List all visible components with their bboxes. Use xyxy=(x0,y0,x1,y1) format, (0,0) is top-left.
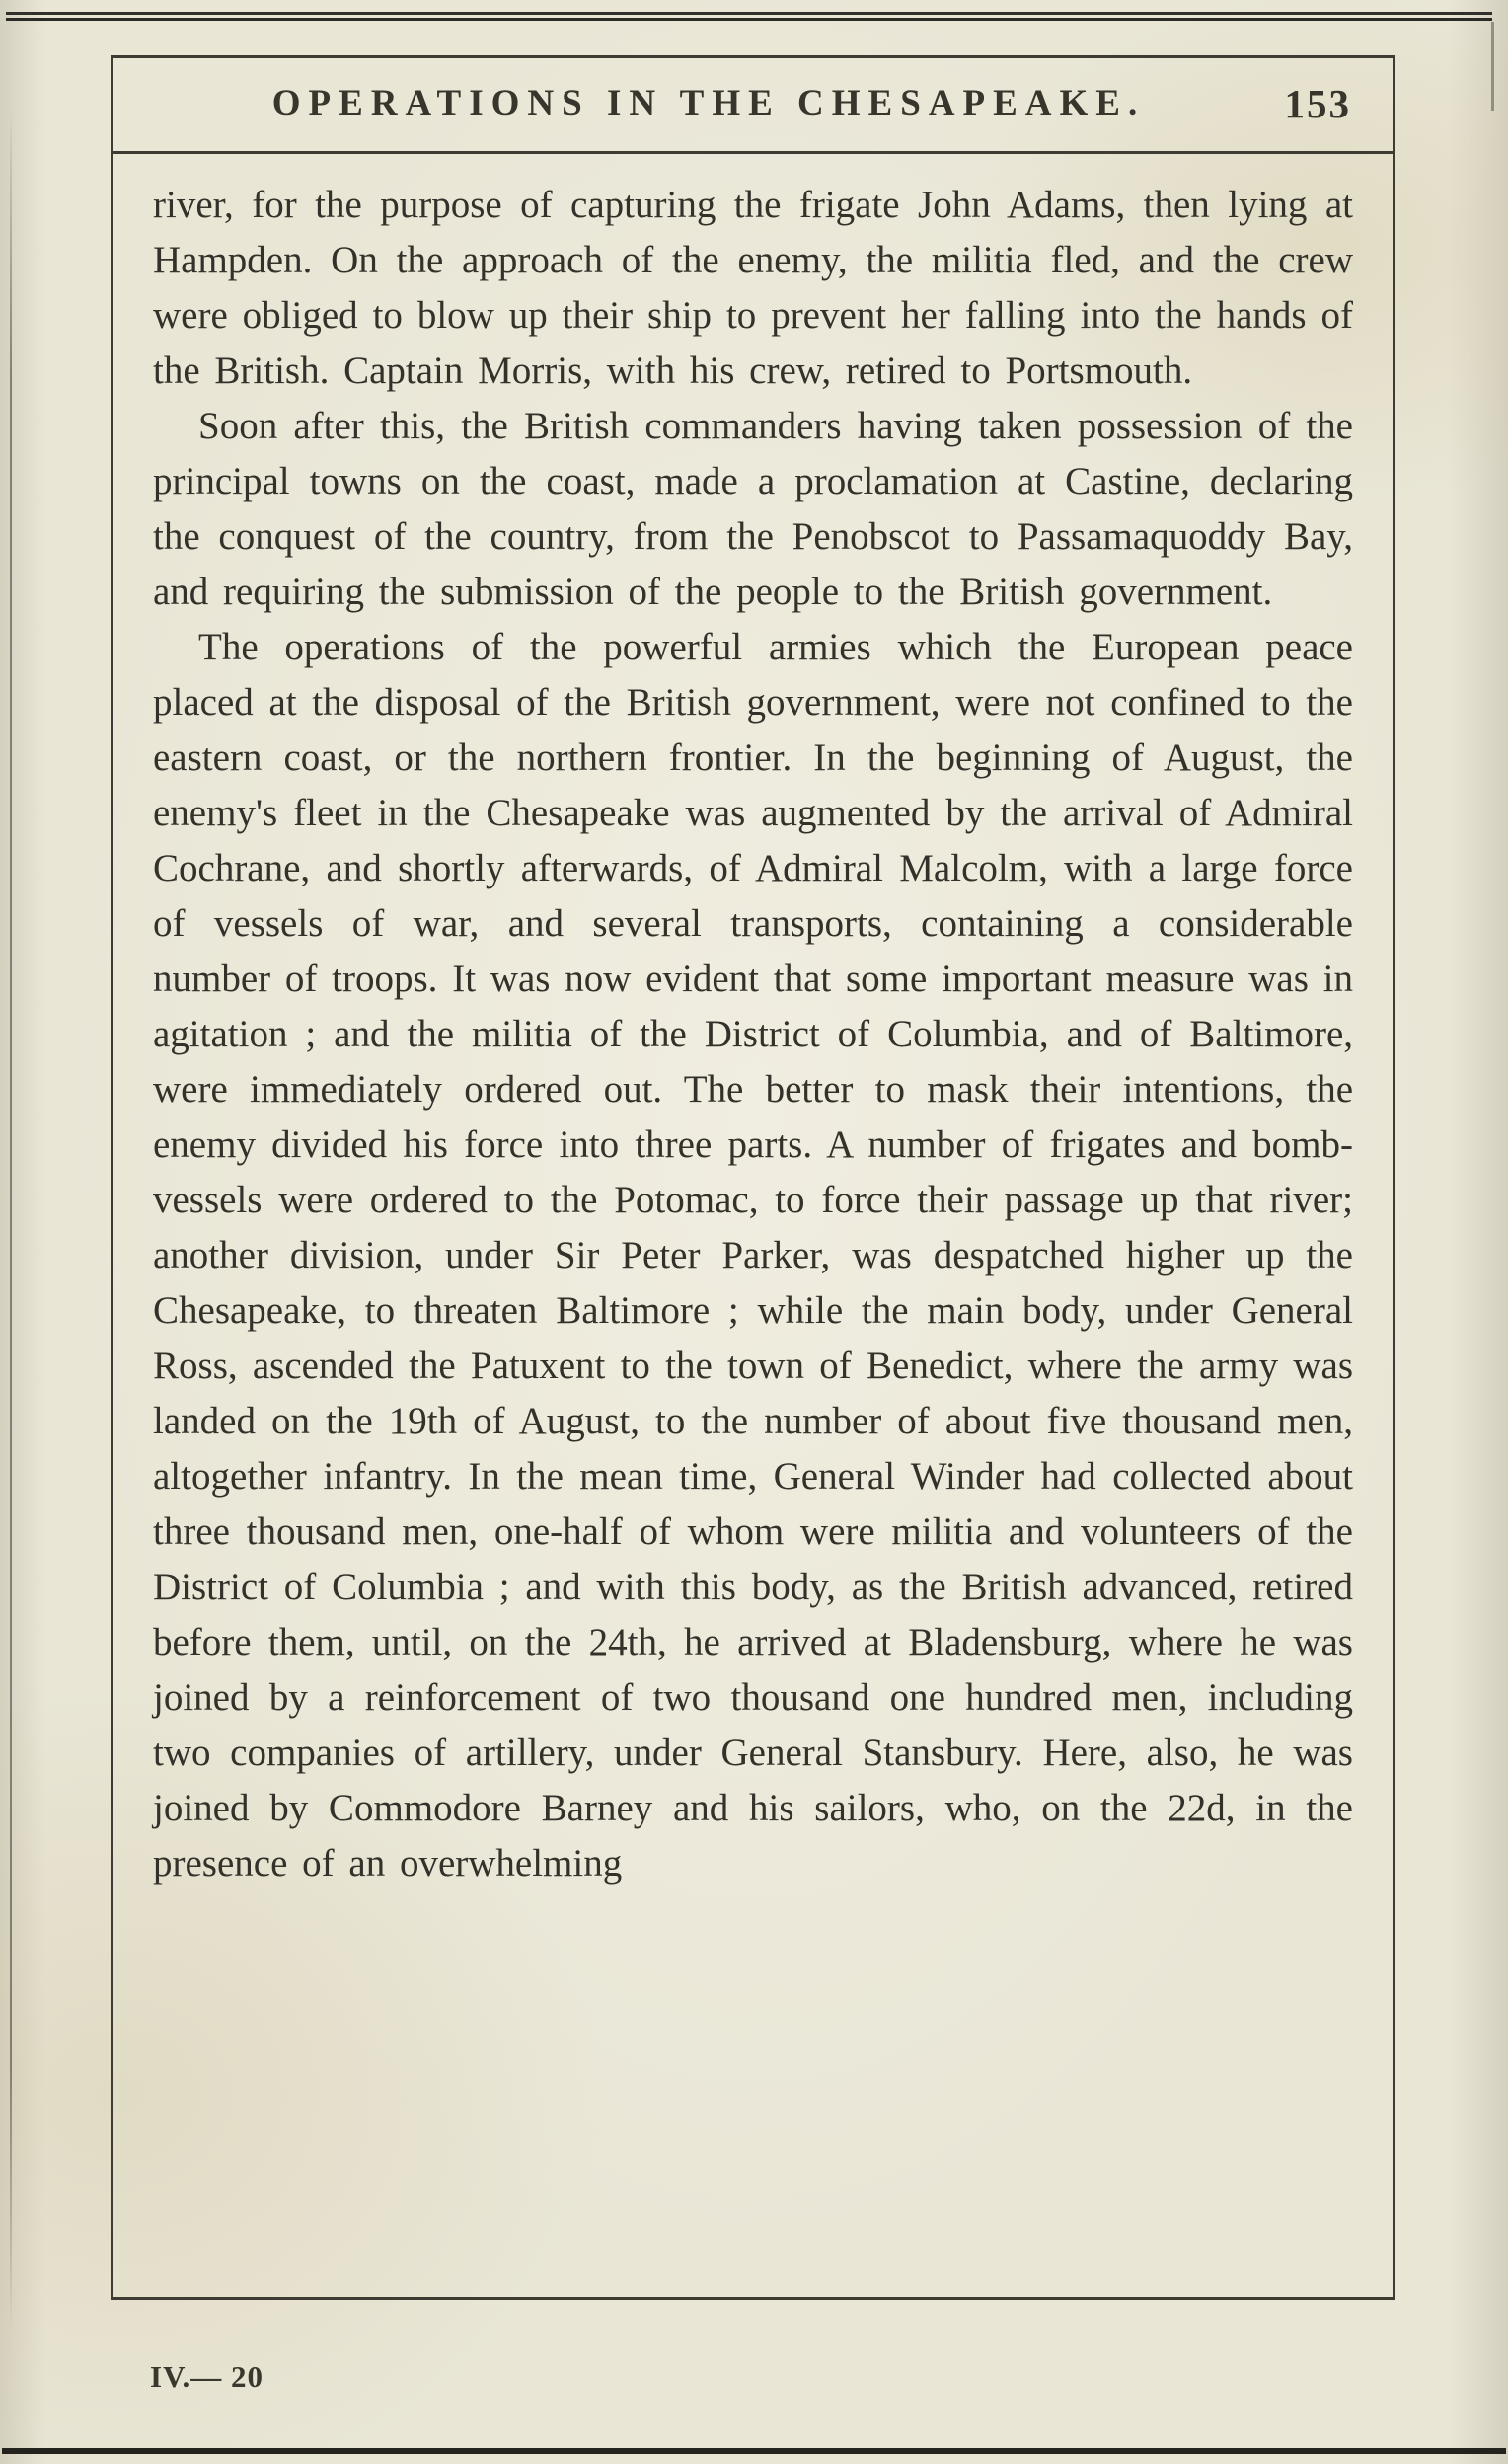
header-rule xyxy=(113,151,1393,154)
page-body xyxy=(153,178,1353,1891)
text-frame xyxy=(111,55,1395,2300)
page-edge-left xyxy=(10,109,12,2330)
page-edge-right xyxy=(1491,22,1494,111)
paragraph: The operations of the powerful armies which the European peace placed at the disposal of the British government, were not confined to the eastern coast, or the northern frontier. In the beginning of August, the enemy's fleet in the Chesapeake was augmented by the arrival of Admiral Cochrane, and shortly afterwards, of Admiral Malcolm, with a large force of vessels of war, and several transports, containing a considerable number of troops. It was now evident that some important measure was in agitation ; and the militia of the District of Columbia, and of Baltimore, were immediately ordered out. The better to mask their intentions, the enemy divided his force into three parts. A number of frigates and bomb-vessels were ordered to the Potomac, to force their passage up that river; another division, under Sir Peter Parker, was despatched higher up the Chesapeake, to threaten Baltimore ; while the main body, under General Ross, ascended the Patuxent to the town of Benedict, where the army was landed on the 19th of August, to the number of about five thousand men, altogether infantry. In the mean time, General Winder had collected about three thousand men, one-half of whom were militia and volunteers of the District of Columbia ; and with this body, as the British advanced, retired before them, until, on the 24th, he arrived at Bladensburg, where he was joined by a reinforcement of two thousand one hundred men, including two companies of artillery, under General Stansbury. Here, also, he was joined by Commodore Barney and his sailors, who, on the 22d, in the presence of an overwhelming xyxy=(153,626,1353,1885)
top-double-rule xyxy=(6,12,1492,21)
signature-mark: IV.— 20 xyxy=(150,2359,264,2394)
page-number: 153 xyxy=(1284,81,1351,126)
paragraph: river, for the purpose of capturing the frigate John Adams, then lying at Hampden. On the approach of the enemy, the militia fled, and the crew were obliged to blow up their ship to prevent her falling into the hands of the British. Captain Morris, with his crew, retired to Portsmouth. xyxy=(153,184,1353,392)
running-head: OPERATIONS IN THE CHESAPEAKE. xyxy=(271,83,1146,123)
bottom-rule xyxy=(2,2448,1506,2454)
page-header xyxy=(153,82,1353,139)
paragraph: Soon after this, the British commanders having taken possession of the principal towns on the coast, made a proclamation at Castine, declaring the conquest of the country, from the Penobscot to Passamaquoddy Bay, and requiring the submission of the people to the British government. xyxy=(153,405,1353,613)
